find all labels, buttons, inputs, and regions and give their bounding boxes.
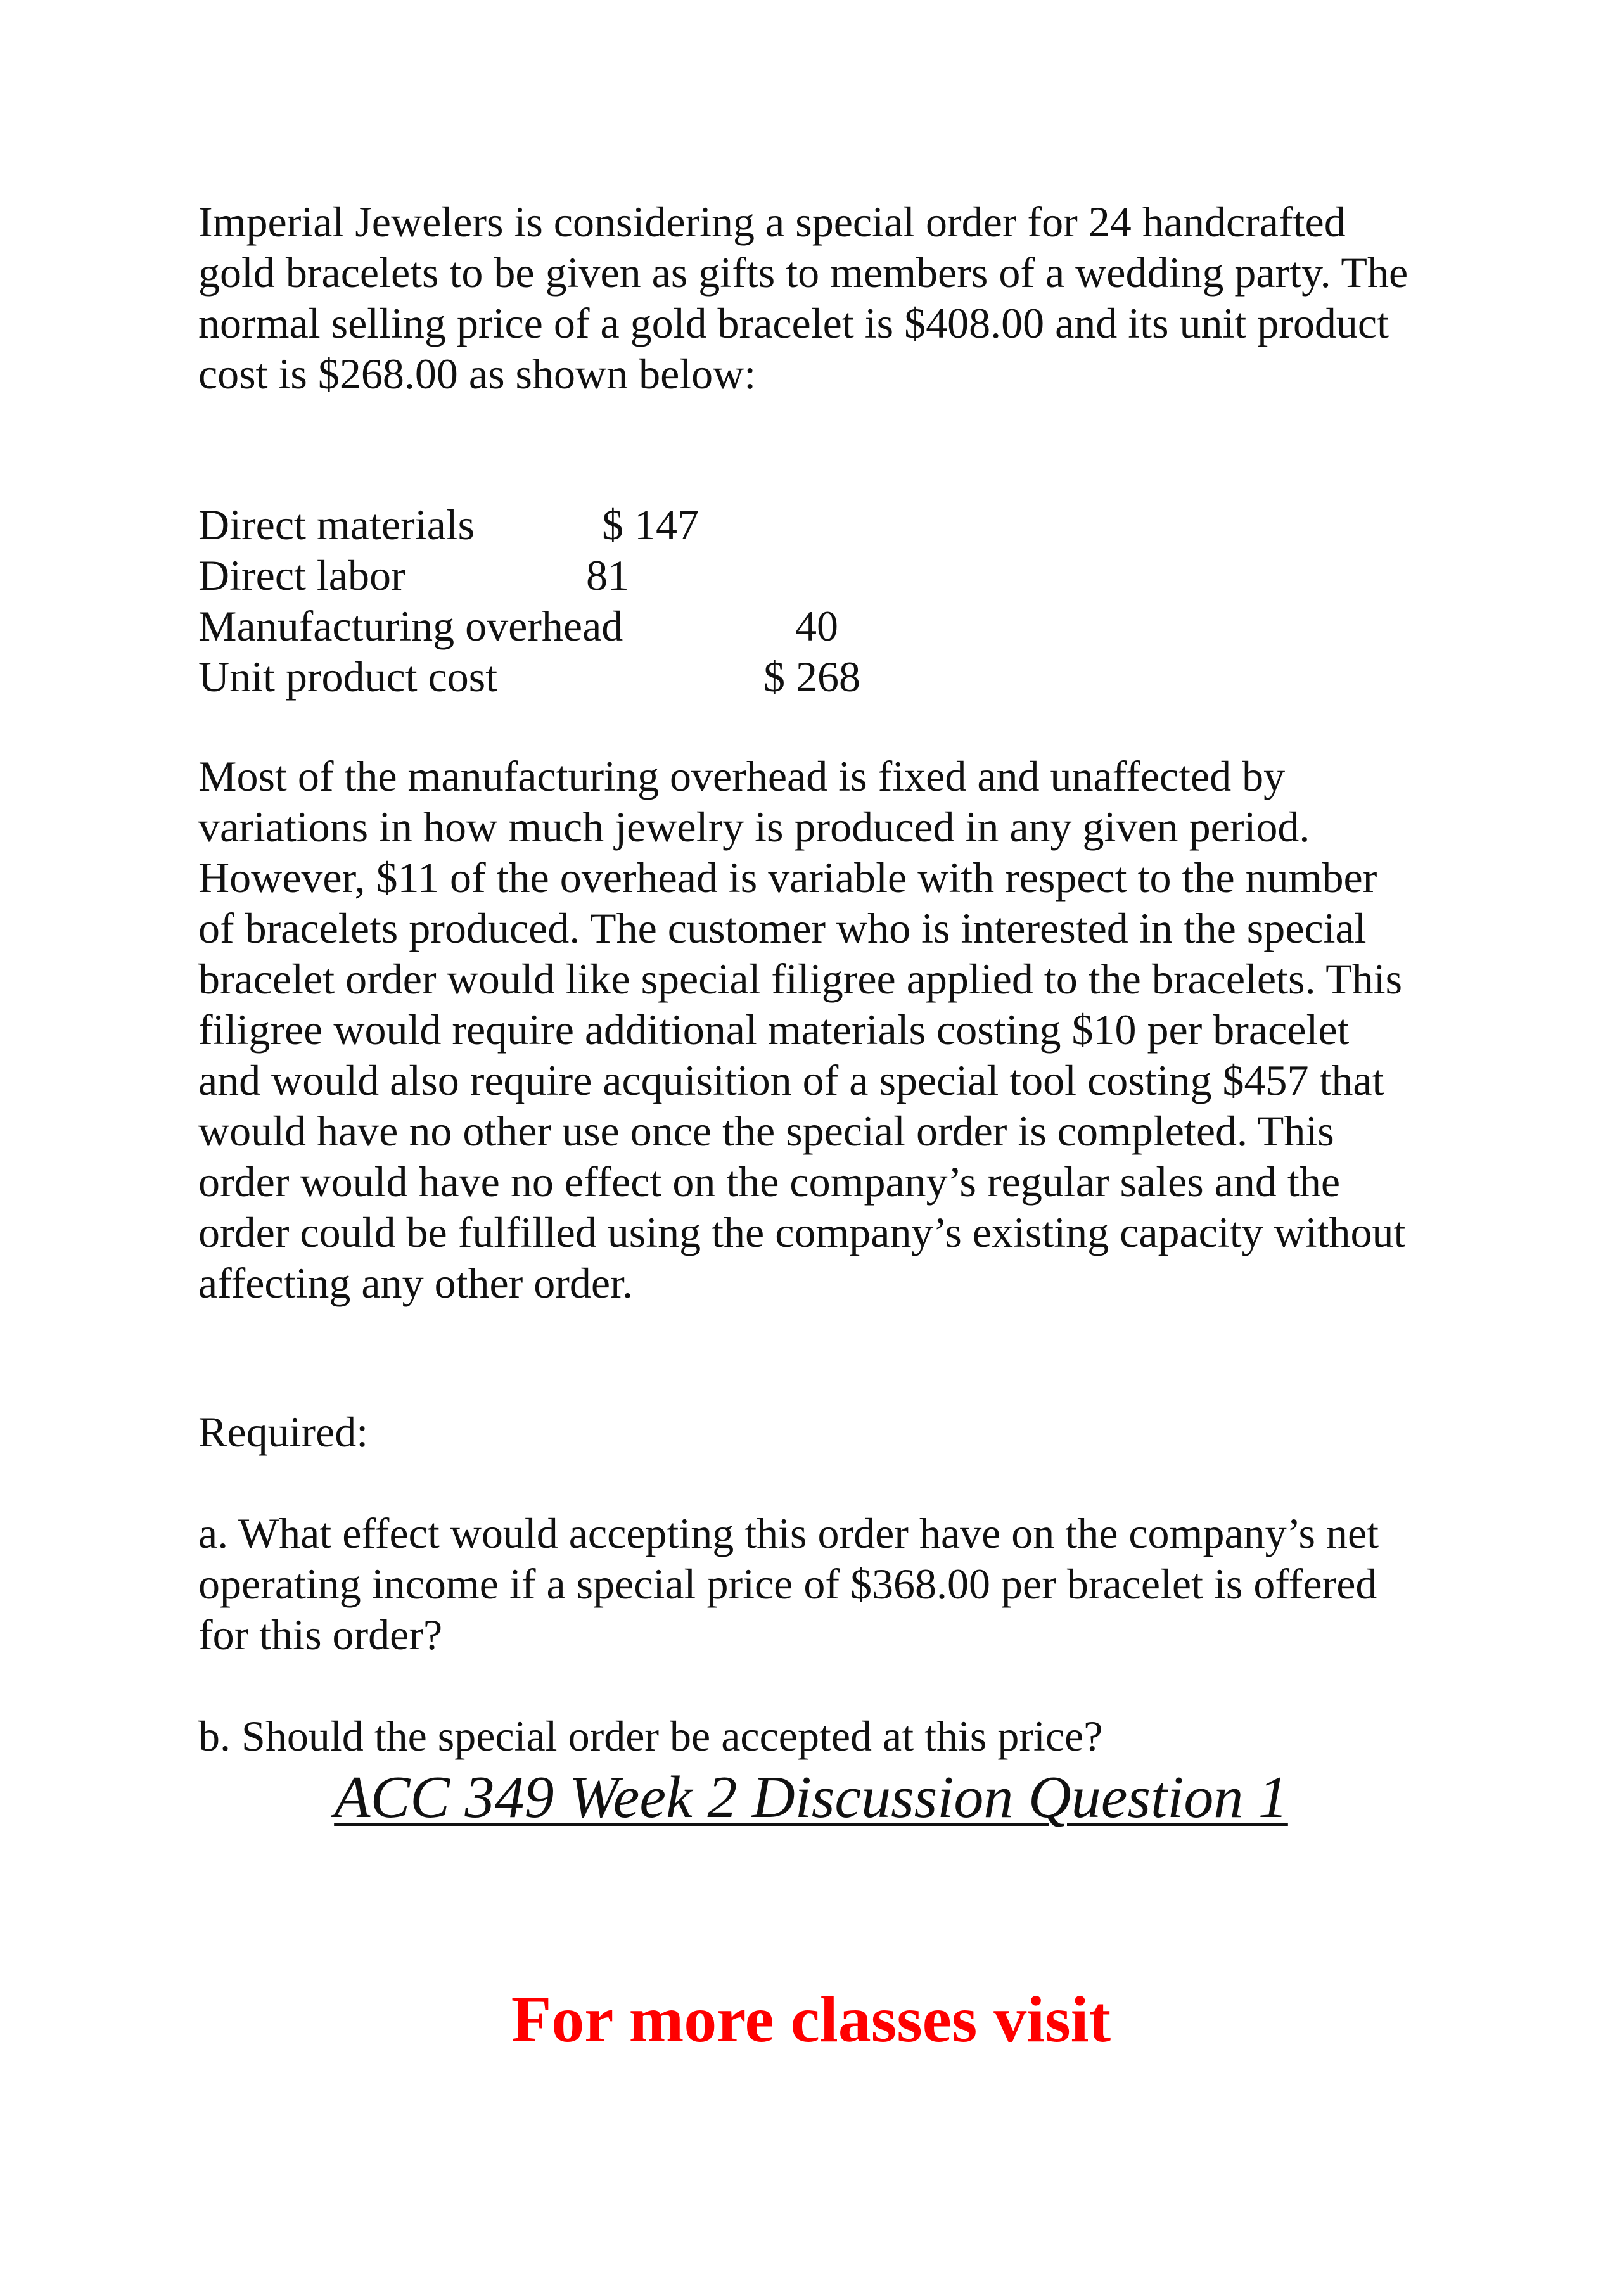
cost-label: Direct materials xyxy=(198,501,475,549)
required-label xyxy=(198,1406,1466,1457)
cost-value: 81 xyxy=(586,551,629,599)
required-text: Required: xyxy=(198,1408,369,1456)
question-b xyxy=(198,1711,1466,1761)
cost-row-direct-materials xyxy=(198,499,959,550)
overhead-line: would have no other use once the special order is completed. This xyxy=(198,1107,1334,1155)
overhead-line: and would also require acquisition of a special tool costing $457 that xyxy=(198,1056,1384,1104)
question-b-line: b. Should the special order be accepted at this price? xyxy=(198,1712,1103,1760)
promo-text: For more classes visit xyxy=(511,1983,1111,2056)
overhead-line: of bracelets produced. The customer who is interested in the special xyxy=(198,904,1367,952)
question-a xyxy=(198,1508,1466,1660)
cost-row-direct-labor xyxy=(198,550,959,601)
intro-line: gold bracelets to be given as gifts to members of a wedding party. The xyxy=(198,248,1408,297)
intro-line: normal selling price of a gold bracelet is $408.00 and its unit product xyxy=(198,299,1389,347)
cost-value: 40 xyxy=(795,602,838,650)
overhead-line: filigree would require additional materials costing $10 per bracelet xyxy=(198,1005,1350,1054)
overhead-line: order could be fulfilled using the company’s existing capacity without xyxy=(198,1208,1406,1256)
overhead-line: order would have no effect on the company’s regular sales and the xyxy=(198,1158,1340,1206)
course-title-link[interactable]: ACC 349 Week 2 Discussion Question 1 xyxy=(334,1764,1288,1830)
cost-value: $ 268 xyxy=(763,653,860,701)
question-a-line: for this order? xyxy=(198,1610,443,1659)
overhead-line: affecting any other order. xyxy=(198,1259,634,1307)
cost-row-unit-product-cost xyxy=(198,651,959,702)
overhead-paragraph xyxy=(198,751,1466,1308)
intro-paragraph xyxy=(198,196,1466,399)
cost-label: Direct labor xyxy=(198,551,406,599)
intro-line: cost is $268.00 as shown below: xyxy=(198,350,757,398)
unit-cost-table xyxy=(198,499,959,708)
overhead-line: However, $11 of the overhead is variable with respect to the number xyxy=(198,853,1377,902)
overhead-line: Most of the manufacturing overhead is fixed and unaffected by xyxy=(198,752,1286,800)
cost-row-manufacturing-overhead xyxy=(198,601,959,651)
overhead-line: bracelet order would like special filigree applied to the bracelets. This xyxy=(198,955,1403,1003)
overhead-line: variations in how much jewelry is produced in any given period. xyxy=(198,803,1310,851)
cost-label: Unit product cost xyxy=(198,653,498,701)
cost-value: $ 147 xyxy=(602,501,699,549)
question-a-line: a. What effect would accepting this order have on the company’s net xyxy=(198,1509,1379,1557)
intro-line: Imperial Jewelers is considering a special order for 24 handcrafted xyxy=(198,198,1346,246)
question-a-line: operating income if a special price of $368.00 per bracelet is offered xyxy=(198,1560,1377,1608)
cost-label: Manufacturing overhead xyxy=(198,602,623,650)
